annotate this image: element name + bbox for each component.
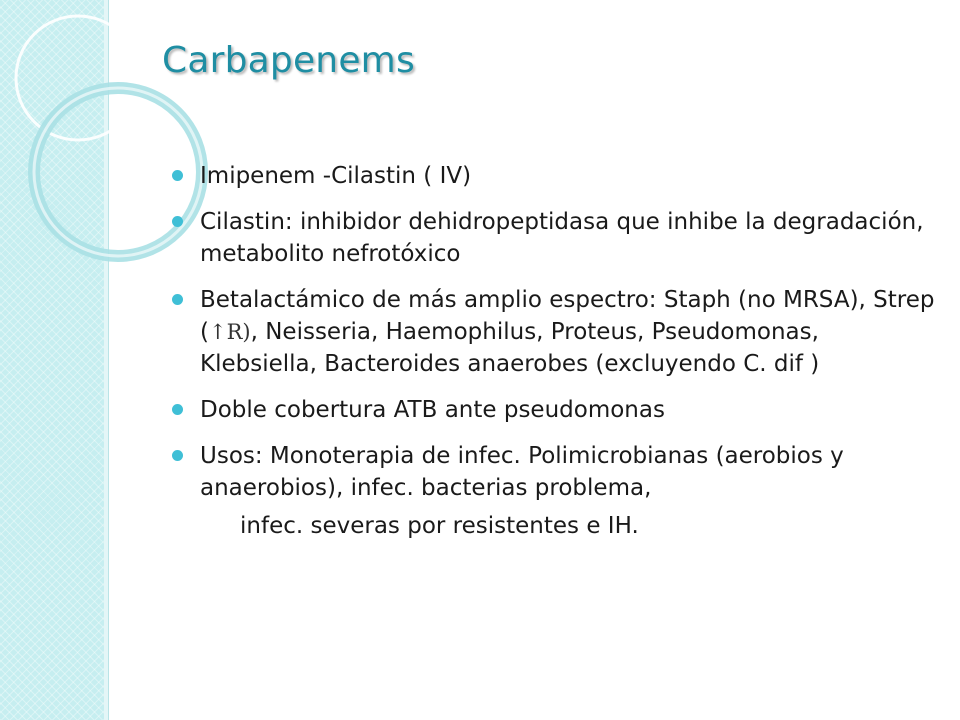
bullet-content [168,160,938,556]
list-item [168,440,938,542]
list-item [168,284,938,380]
list-item [168,394,938,426]
list-item [168,160,938,192]
resistance-marker: ↑R) [208,320,251,344]
bullet-continuation: infec. severas por resistentes e IH. [240,513,639,539]
bullet-text: Imipenem -Cilastin ( IV) [200,163,472,189]
list-item [168,206,938,270]
bullet-dot-icon [172,170,183,181]
slide-title: Carbapenems [162,40,415,81]
bullet-list [168,160,938,542]
bullet-text-before: Betalactámico de más amplio espectro: Staph (no MRSA), Strep ( [200,287,935,345]
bullet-dot-icon [172,404,183,415]
bullet-dot-icon [172,450,183,461]
bullet-text: Doble cobertura ATB ante pseudomonas [200,397,665,423]
bullet-dot-icon [172,294,183,305]
bullet-text-after: , Neisseria, Haemophilus, Proteus, Pseudomonas, Klebsiella, Bacteroides anaerobes (excluyendo C. dif ) [200,319,820,377]
bullet-text: Usos: Monoterapia de infec. Polimicrobianas (aerobios y anaerobios), infec. bacterias problema, [200,443,844,501]
bullet-dot-icon [172,216,183,227]
bullet-text: Cilastin: inhibidor dehidropeptidasa que inhibe la degradación, metabolito nefrotóxico [200,209,924,267]
